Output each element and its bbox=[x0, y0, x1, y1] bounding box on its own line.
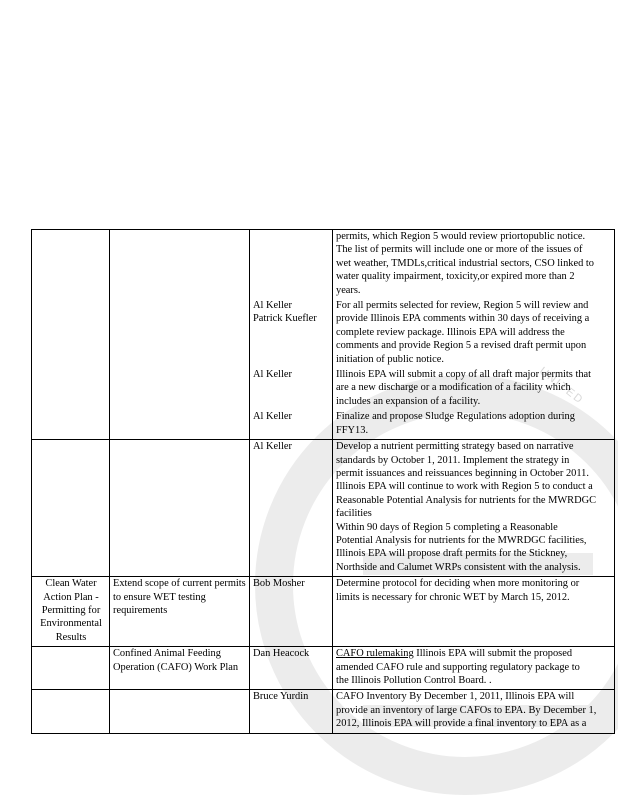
commitment-line: limits is necessary for chronic WET by March 15, 2012. bbox=[336, 591, 570, 603]
commitment-line: For all permits selected for review, Region 5 will review and bbox=[336, 300, 589, 312]
commitment-line: are a new discharge or a modification of a facility which bbox=[336, 382, 571, 394]
contact-cell bbox=[250, 230, 333, 300]
commitment-line: CAFO Inventory By December 1, 2011, Illinois EPA will bbox=[336, 691, 575, 703]
program-cell: Clean Water Action Plan - Permitting for Environmental Results bbox=[32, 577, 110, 647]
table-row bbox=[32, 690, 615, 733]
program-cell bbox=[32, 440, 110, 577]
commitment-cell bbox=[333, 440, 615, 577]
commitment-line: years. bbox=[336, 284, 361, 296]
contact-cell: Al Keller bbox=[250, 440, 333, 577]
commitment-line: the Illinois Pollution Control Board. . bbox=[336, 675, 492, 686]
commitment-line: Reasonable Potential Analysis for nutrients for the MWRDGC bbox=[336, 494, 597, 506]
commitment-line: provide an inventory of large CAFOs to EPA. By December 1, bbox=[336, 704, 597, 716]
commitment-line: The list of permits will include one or more of the issues of bbox=[336, 244, 583, 256]
commitment-line: Determine protocol for deciding when more monitoring or bbox=[336, 578, 580, 590]
program-cell bbox=[32, 690, 110, 733]
commitment-line: Illinois EPA will submit a copy of all draft major permits that bbox=[336, 369, 592, 381]
activity-cell: Confined Animal Feeding Operation (CAFO) Work Plan bbox=[110, 647, 250, 690]
commitment-line: 2012, Illinois EPA will provide a final inventory to EPA as a bbox=[336, 718, 587, 730]
commitment-line: permit issuances and reissuances beginning in October 2011. bbox=[336, 467, 589, 479]
commitment-cell bbox=[333, 368, 615, 410]
commitment-line: permits, which Region 5 would review priortopublic notice. bbox=[336, 231, 586, 242]
contact-cell: Al Keller Patrick Kuefler bbox=[250, 299, 333, 368]
commitment-cell bbox=[333, 577, 615, 647]
commitment-line: provide Illinois EPA comments within 30 days of receiving a bbox=[336, 313, 590, 325]
commitment-line: FFY13. bbox=[336, 424, 369, 436]
commitment-line: complete review package. Illinois EPA will address the bbox=[336, 326, 565, 338]
commitment-line: includes an expansion of a facility. bbox=[336, 395, 481, 407]
program-cell bbox=[32, 647, 110, 690]
workplan-table bbox=[31, 229, 615, 734]
commitment-cell bbox=[333, 410, 615, 439]
commitment-cell bbox=[333, 690, 615, 733]
activity-cell bbox=[110, 690, 250, 733]
commitment-line: Northside and Calumet WRPs consistent with the analysis. bbox=[336, 561, 581, 573]
seal-watermark-text: UNITED bbox=[536, 364, 587, 408]
commitment-line: Illinois EPA will propose draft permits for the Stickney, bbox=[336, 548, 568, 560]
commitment-heading: CAFO rulemaking bbox=[336, 648, 414, 660]
commitment-line: facilities bbox=[336, 508, 372, 520]
table-row bbox=[32, 230, 615, 300]
table-row bbox=[32, 647, 615, 690]
commitment-line: water quality impairment, toxicity,or expired more than 2 bbox=[336, 271, 575, 283]
activity-cell bbox=[110, 230, 250, 440]
contact-cell: Bruce Yurdin bbox=[250, 690, 333, 733]
commitment-line: Potential Analysis for nutrients for the MWRDGC facilities, bbox=[336, 534, 587, 546]
commitment-line: amended CAFO rule and supporting regulatory package to bbox=[336, 661, 580, 673]
commitment-cell bbox=[333, 230, 615, 300]
commitment-line: standards by October 1, 2011. Implement the strategy in bbox=[336, 454, 570, 466]
table-row bbox=[32, 440, 615, 577]
commitment-line: Develop a nutrient permitting strategy based on narrative bbox=[336, 441, 574, 453]
contact-cell: Al Keller bbox=[250, 410, 333, 439]
commitment-cell bbox=[333, 647, 615, 690]
contact-cell: Dan Heacock bbox=[250, 647, 333, 690]
commitment-line bbox=[336, 647, 612, 660]
commitment-line: Finalize and propose Sludge Regulations adoption during bbox=[336, 411, 575, 423]
table-row bbox=[32, 577, 615, 647]
contact-cell: Al Keller bbox=[250, 368, 333, 410]
commitment-line: Illinois EPA will continue to work with Region 5 to conduct a bbox=[336, 481, 593, 493]
commitment-cell bbox=[333, 299, 615, 368]
activity-cell bbox=[110, 440, 250, 577]
commitment-line: wet weather, TMDLs,critical industrial sectors, CSO linked to bbox=[336, 257, 594, 269]
commitment-line: initiation of public notice. bbox=[336, 353, 444, 365]
program-cell bbox=[32, 230, 110, 440]
contact-cell: Bob Mosher bbox=[250, 577, 333, 647]
commitment-text: Illinois EPA will submit the proposed bbox=[413, 648, 573, 660]
activity-cell: Extend scope of current permits to ensure WET testing requirements bbox=[110, 577, 250, 647]
commitment-line: Within 90 days of Region 5 completing a Reasonable bbox=[336, 521, 558, 533]
table-body bbox=[32, 230, 615, 734]
commitment-line: comments and provide Region 5 a revised draft permit upon bbox=[336, 340, 587, 352]
